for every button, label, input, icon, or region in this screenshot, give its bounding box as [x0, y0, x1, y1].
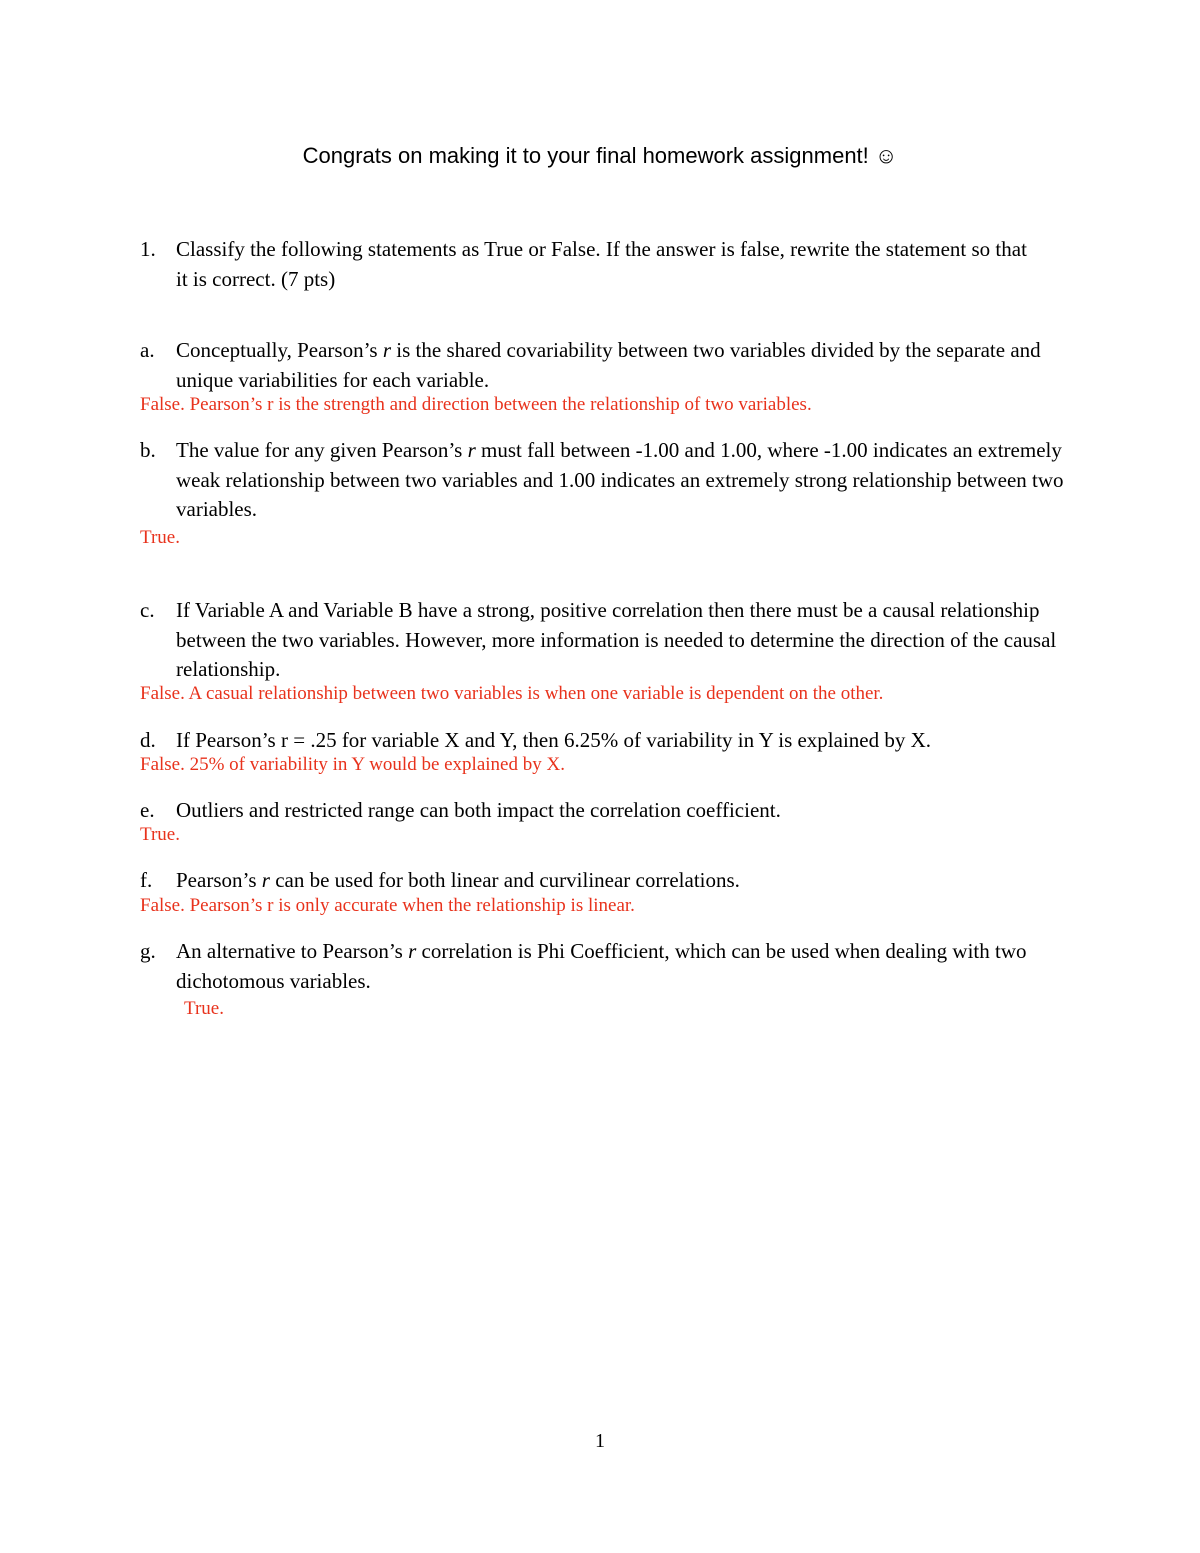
question-number: 1.	[140, 237, 156, 261]
statement-text: The value for any given Pearson’s r must fall between -1.00 and 1.00, where -1.00 indicates an extremely weak relationship between two variables and 1.00 indicates an extremely strong relationship between two variables.	[176, 438, 1064, 521]
answer-e: True.	[140, 824, 180, 845]
page-number: 1	[595, 1430, 605, 1452]
statement-label: c.	[140, 598, 155, 622]
statement-label: e.	[140, 798, 155, 822]
page-title: Congrats on making it to your final homework assignment! ☺	[302, 143, 898, 168]
statement-text: An alternative to Pearson’s r correlation is Phi Coefficient, which can be used when dealing with two dichotomous variables.	[176, 939, 1027, 993]
statement-text: Conceptually, Pearson’s r is the shared covariability between two variables divided by the separate and unique variabilities for each variable.	[176, 338, 1041, 392]
question-text: Classify the following statements as True or False. If the answer is false, rewrite the statement so that it is correct. (7 pts)	[176, 237, 1027, 291]
statement-label: b.	[140, 438, 156, 462]
statement-label: a.	[140, 338, 155, 362]
statement-text: If Variable A and Variable B have a strong, positive correlation then there must be a causal relationship between the two variables. However, more information is needed to determine the direction of the causal relationship.	[176, 598, 1057, 681]
answer-d: False. 25% of variability in Y would be explained by X.	[140, 754, 565, 775]
statement-label: g.	[140, 939, 156, 963]
answer-g: True.	[184, 998, 224, 1019]
answer-f: False. Pearson’s r is only accurate when the relationship is linear.	[140, 895, 635, 916]
statement-label: d.	[140, 728, 156, 752]
answer-b: True.	[140, 527, 180, 548]
statement-text: Outliers and restricted range can both impact the correlation coefficient.	[176, 798, 781, 822]
answer-c: False. A casual relationship between two variables is when one variable is dependent on the other.	[140, 683, 884, 704]
answer-a: False. Pearson’s r is the strength and direction between the relationship of two variables.	[140, 394, 812, 415]
statement-text: Pearson’s r can be used for both linear and curvilinear correlations.	[176, 868, 740, 892]
statement-text: If Pearson’s r = .25 for variable X and Y, then 6.25% of variability in Y is explained by X.	[176, 728, 932, 752]
statement-label: f.	[140, 868, 153, 892]
